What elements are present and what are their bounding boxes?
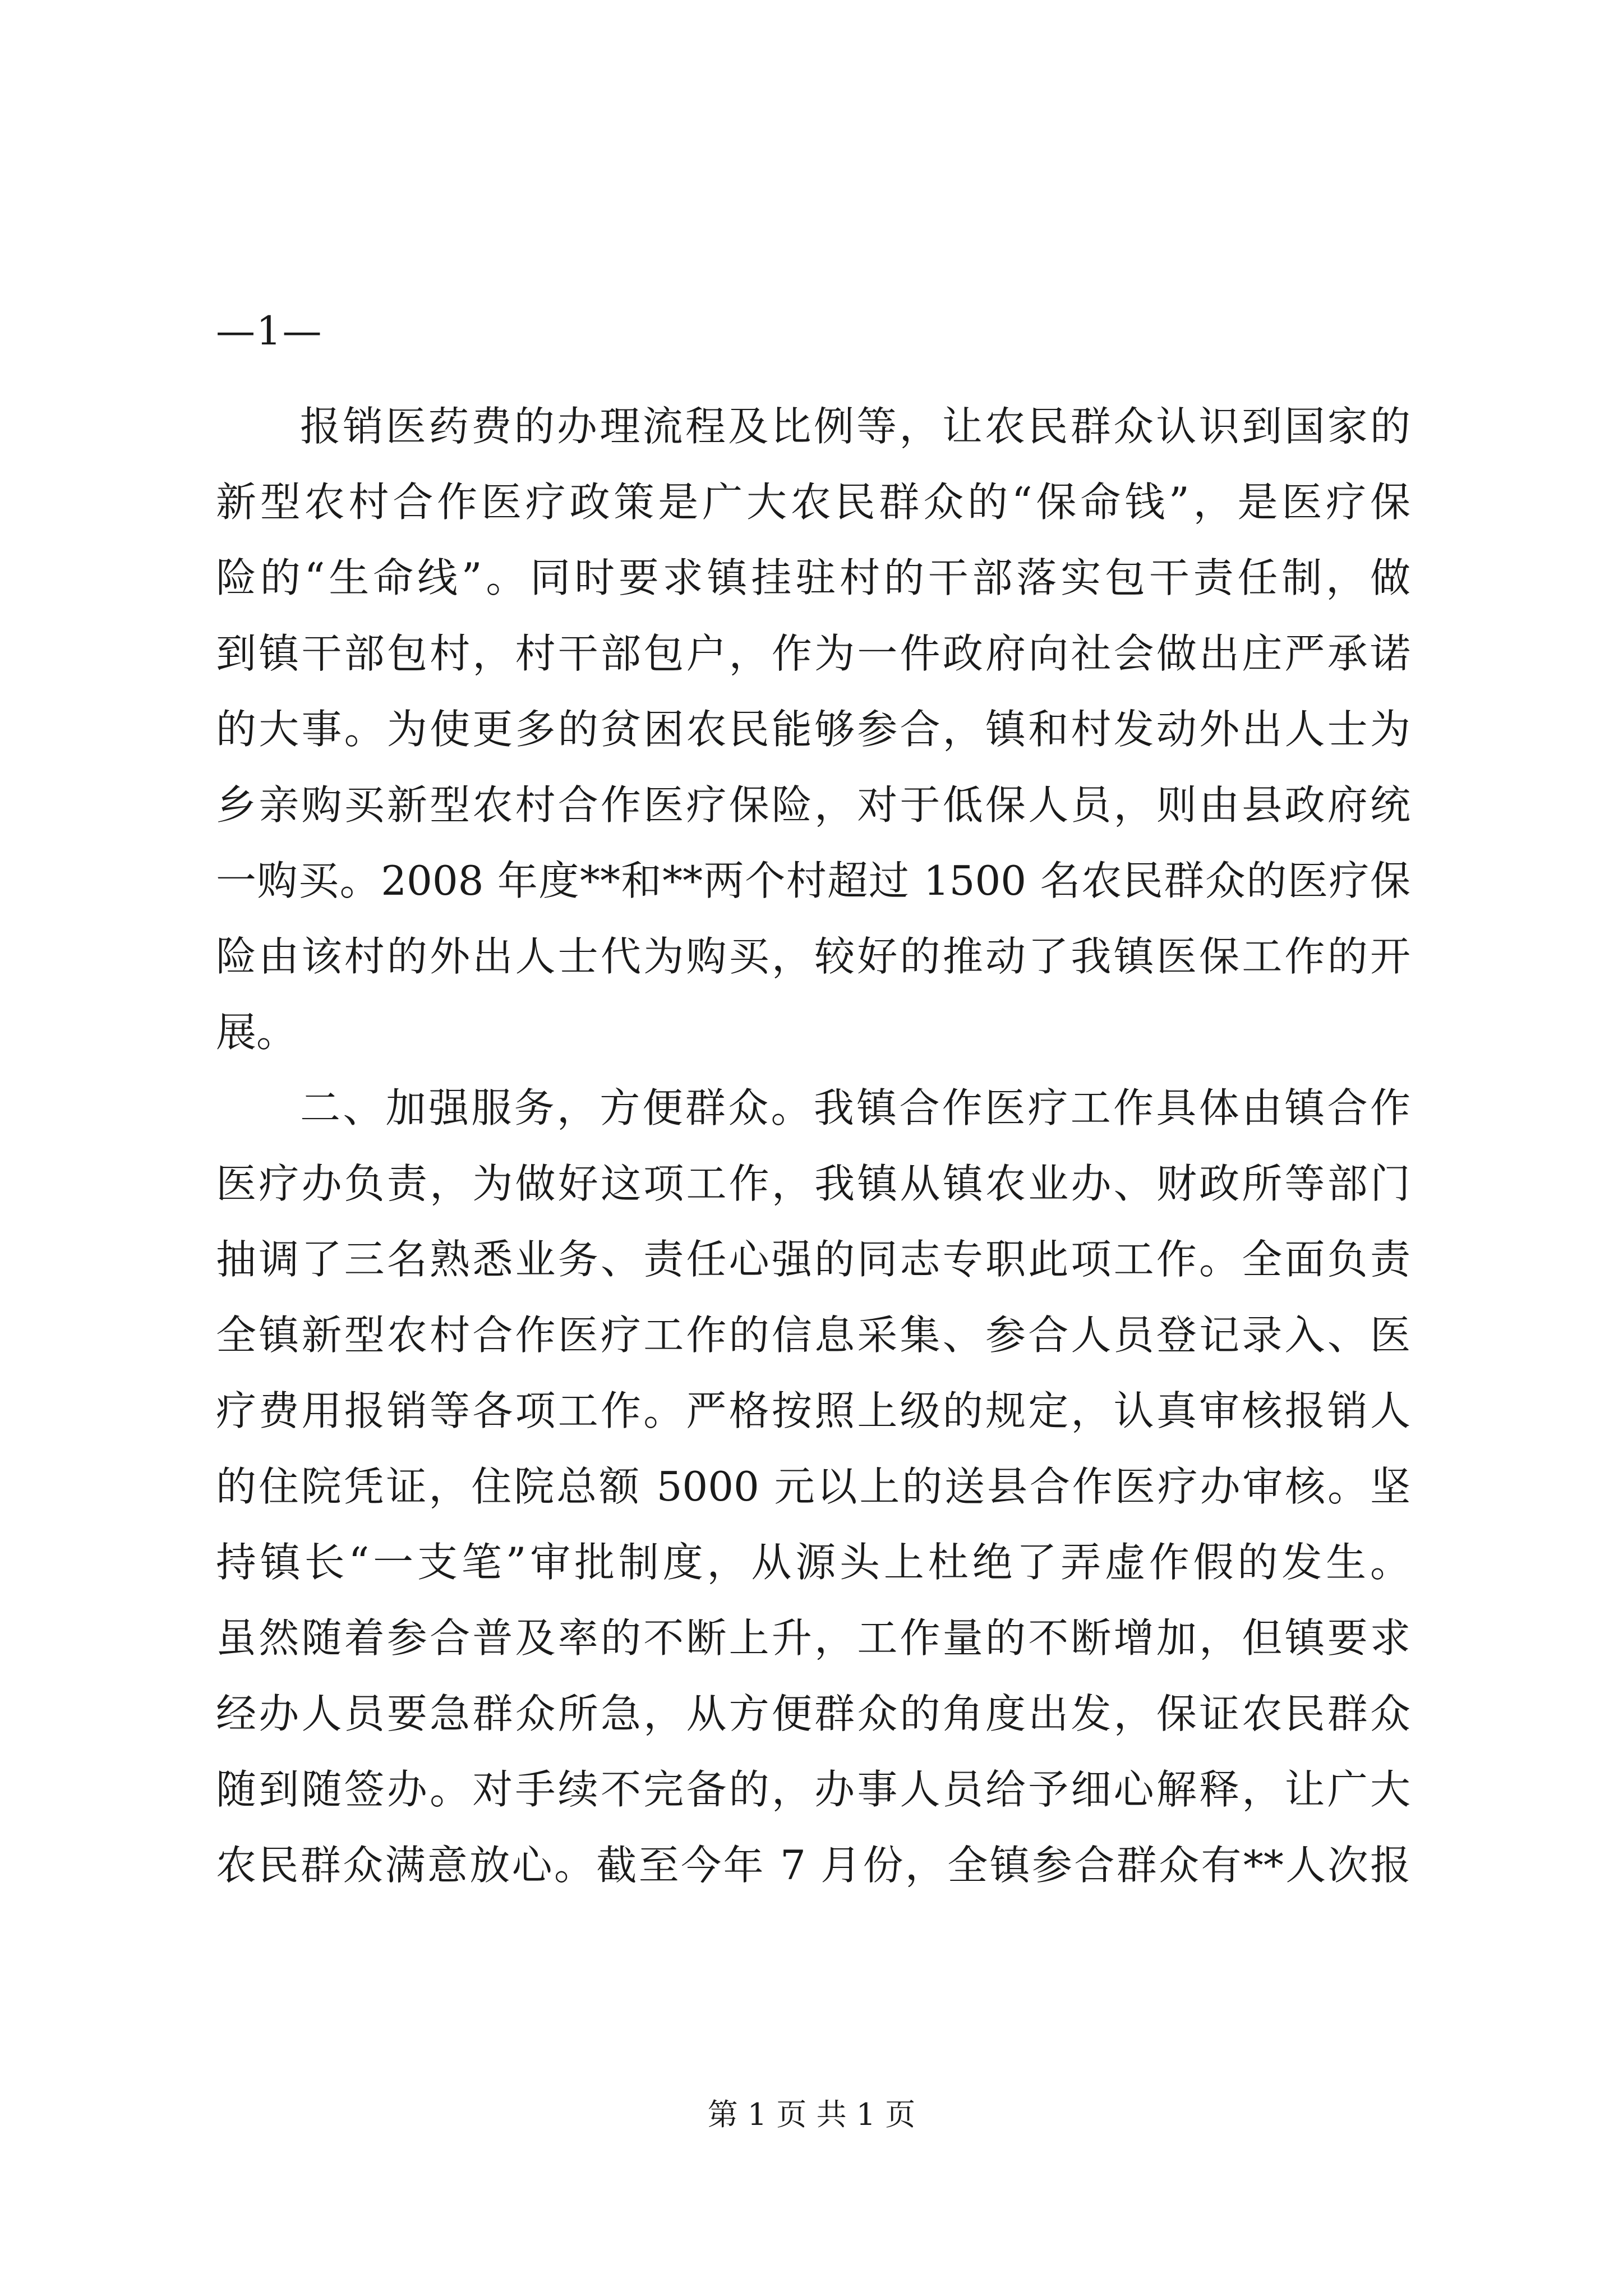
paragraph-line: 展。	[216, 1009, 297, 1056]
paragraph-line: 险的“生命线”。同时要求镇挂驻村的干部落实包干责任制，做	[216, 554, 1410, 601]
page-footer: 第 1 页 共 1 页	[707, 2097, 916, 2132]
paragraph-line: 抽调了三名熟悉业务、责任心强的同志专职此项工作。全面负责	[216, 1236, 1410, 1283]
paragraph-line: 的大事。为使更多的贫困农民能够参合，镇和村发动外出人士为	[216, 706, 1410, 753]
paragraph-line: 险由该村的外出人士代为购买，较好的推动了我镇医保工作的开	[216, 933, 1410, 980]
paragraph-line: 经办人员要急群众所急，从方便群众的角度出发，保证农民群众	[216, 1690, 1410, 1737]
paragraph-line: 乡亲购买新型农村合作医疗保险，对于低保人员，则由县政府统	[216, 781, 1410, 829]
paragraph-line: 疗费用报销等各项工作。严格按照上级的规定，认真审核报销人	[216, 1387, 1410, 1434]
paragraph-line: 虽然随着参合普及率的不断上升，工作量的不断增加，但镇要求	[216, 1614, 1410, 1662]
page-number-marker: —1—	[216, 308, 323, 354]
paragraph-line: 报销医药费的办理流程及比例等，让农民群众认识到国家的	[300, 403, 1410, 450]
paragraph-line: 农民群众满意放心。截至今年 7 月份，全镇参合群众有**人次报	[216, 1842, 1410, 1889]
paragraph-line: 新型农村合作医疗政策是广大农民群众的“保命钱”，是医疗保	[216, 478, 1410, 526]
paragraph-line: 二、加强服务，方便群众。我镇合作医疗工作具体由镇合作	[300, 1084, 1410, 1131]
paragraph-line: 医疗办负责，为做好这项工作，我镇从镇农业办、财政所等部门	[216, 1160, 1410, 1207]
paragraph-line: 持镇长“一支笔”审批制度，从源头上杜绝了弄虚作假的发生。	[216, 1539, 1410, 1586]
paragraph-line: 一购买。2008 年度**和**两个村超过 1500 名农民群众的医疗保	[216, 857, 1410, 904]
paragraph-line: 的住院凭证，住院总额 5000 元以上的送县合作医疗办审核。坚	[216, 1463, 1410, 1510]
paragraph-line: 随到随签办。对手续不完备的，办事人员给予细心解释，让广大	[216, 1766, 1410, 1813]
paragraph-line: 到镇干部包村，村干部包户，作为一件政府向社会做出庄严承诺	[216, 630, 1410, 677]
paragraph-line: 全镇新型农村合作医疗工作的信息采集、参合人员登记录入、医	[216, 1312, 1410, 1359]
